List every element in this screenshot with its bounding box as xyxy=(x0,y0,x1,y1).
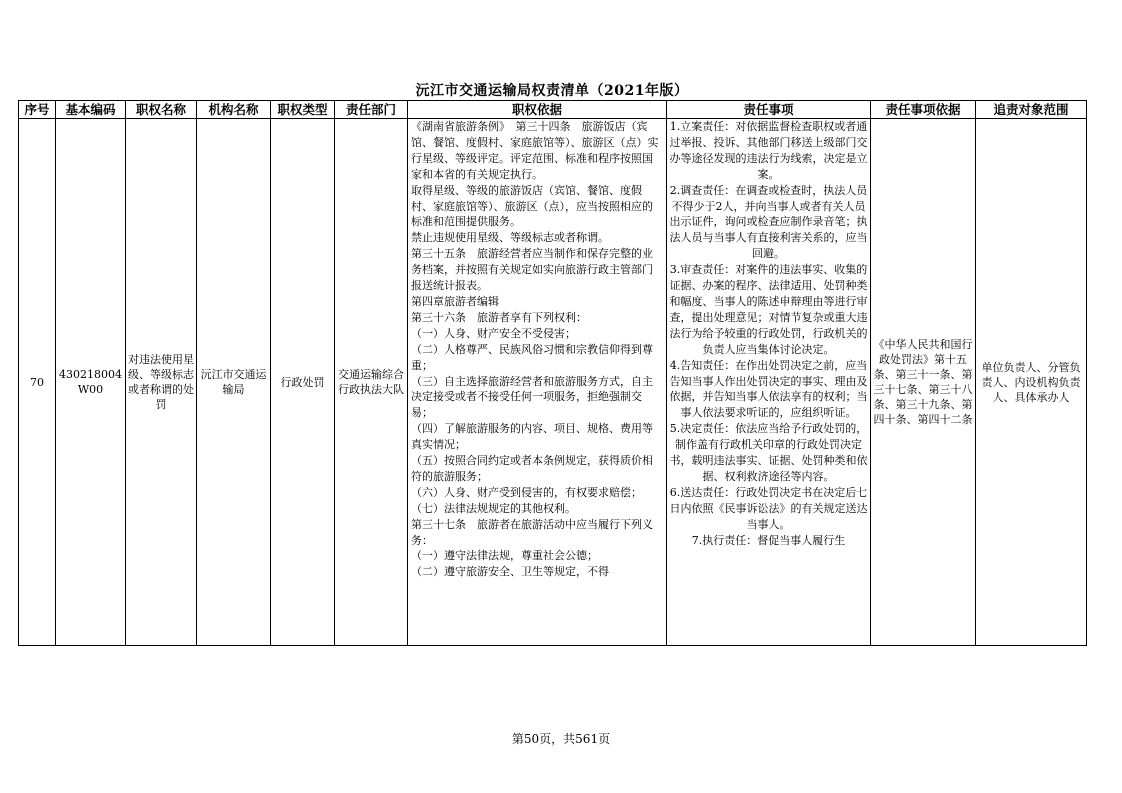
table-row xyxy=(19,119,1087,646)
basis-line: （一）人身、财产安全不受侵害； xyxy=(411,326,576,340)
table-header-row xyxy=(19,101,1087,119)
header-seq: 序号 xyxy=(19,101,56,119)
basis-line: 第四章旅游者编辑 xyxy=(411,294,499,308)
page-title: 沅江市交通运输局权责清单（2021年版） xyxy=(415,83,689,99)
cell-code xyxy=(56,119,126,646)
cell-power-type xyxy=(271,119,335,646)
basis-line: 《湖南省旅游条例》 第三十四条 旅游饭店（宾馆、餐馆、度假村、家庭旅馆等）、旅游区（点）实行星级、等级评定。评定范围、标准和程序按照国家和本省的有关规定执行。 xyxy=(411,120,659,181)
basis-line: 第三十六条 旅游者享有下列权利： xyxy=(411,310,587,324)
basis-line: （六）人身、财产受到侵害的，有权要求赔偿； xyxy=(411,485,642,499)
power-type-value: 行政处罚 xyxy=(280,375,325,389)
basis-line: （四）了解旅游服务的内容、项目、规格、费用等真实情况； xyxy=(411,422,653,452)
header-power-name: 职权名称 xyxy=(126,101,197,119)
basis-line: （一）遵守法律法规，尊重社会公德； xyxy=(411,549,598,563)
header-power-type: 职权类型 xyxy=(271,101,335,119)
header-basis: 职权依据 xyxy=(408,101,667,119)
duty-line: 5.决定责任：依法应当给予行政处罚的，制作盖有行政机关印章的行政处罚决定书，载明违法事实、证据、处罚种类和依据、权利救济途径等内容。 xyxy=(669,422,868,483)
header-duty-basis: 责任事项依据 xyxy=(871,101,976,119)
header-accountability: 追责对象范围 xyxy=(976,101,1087,119)
header-duty: 责任事项 xyxy=(667,101,871,119)
duty-list-table xyxy=(18,100,1087,646)
cell-seq xyxy=(19,119,56,646)
basis-text xyxy=(408,119,666,645)
cell-power-name xyxy=(126,119,197,646)
basis-line: 第三十五条 旅游经营者应当制作和保存完整的业务档案，并按照有关规定如实向旅游行政主管部门报送统计报表。 xyxy=(411,247,653,293)
cell-department xyxy=(335,119,408,646)
duty-line: 7.执行责任：督促当事人履行生 xyxy=(691,533,846,547)
basis-line: （七）法律法规规定的其他权利。 xyxy=(411,501,576,515)
basis-line: （五）按照合同约定或者本条例规定，获得质价相符的旅游服务； xyxy=(411,454,653,483)
basis-line: 禁止违规使用星级、等级标志或者称谓。 xyxy=(411,231,609,245)
cell-duty-basis xyxy=(871,119,976,646)
duty-basis-value: 《中华人民共和国行政处罚法》第十五条、第三十一条、第三十七条、第三十八条、第三十九条、第四十条、第四十二条 xyxy=(873,338,973,426)
basis-line: 取得星级、等级的旅游饭店（宾馆、餐馆、度假村、家庭旅馆等）、旅游区（点），应当按照相应的标准和范围提供服务。 xyxy=(411,183,653,229)
cell-accountability xyxy=(976,119,1087,646)
org-name-value: 沅江市交通运输局 xyxy=(200,368,267,396)
basis-line: （二）遵守旅游安全、卫生等规定，不得 xyxy=(411,565,609,579)
duty-line: 1.立案责任：对依据监督检查职权或者通过举报、投诉、其他部门移送上级部门交办等途径发现的违法行为线索，决定是立案。 xyxy=(669,120,868,181)
seq-value: 70 xyxy=(30,375,44,389)
page-number: 第50页，共561页 xyxy=(511,732,611,746)
basis-line: （二）人格尊严、民族风俗习惯和宗教信仰得到尊重； xyxy=(411,342,653,372)
power-name-value: 对违法使用星级、等级标志或者称谓的处罚 xyxy=(128,353,194,411)
accountability-value: 单位负责人、分管负责人、内设机构负责人、具体承办人 xyxy=(981,360,1081,404)
header-department: 责任部门 xyxy=(335,101,408,119)
basis-line: （三）自主选择旅游经营者和旅游服务方式，自主决定接受或者不接受任何一项服务，拒绝强制交易； xyxy=(411,374,653,420)
cell-basis xyxy=(408,119,667,646)
duty-text xyxy=(667,119,870,645)
duty-line: 4.告知责任：在作出处罚决定之前，应当告知当事人作出处罚决定的事实、理由及依据，并告知当事人依法享有的权利；当事人依法要求听证的，应组织听证。 xyxy=(669,358,868,420)
header-code: 基本编码 xyxy=(56,101,126,119)
header-org-name: 机构名称 xyxy=(197,101,271,119)
department-value: 交通运输综合行政执法大队 xyxy=(338,368,404,396)
duty-line: 6.送达责任：行政处罚决定书在决定后七日内依照《民事诉讼法》的有关规定送达当事人。 xyxy=(669,485,868,531)
basis-line: 第三十七条 旅游者在旅游活动中应当履行下列义务： xyxy=(411,517,653,547)
code-value: 430218004W00 xyxy=(59,368,122,396)
cell-org-name xyxy=(197,119,271,646)
cell-duty xyxy=(667,119,871,646)
duty-line: 3.审查责任：对案件的违法事实、收集的证据、办案的程序、法律适用、处罚种类和幅度、当事人的陈述申辩理由等进行审查，提出处理意见；对情节复杂或重大违法行为给予较重的行政处罚，行政机关的负责人应当集体讨论决定。 xyxy=(669,263,868,356)
duty-line: 2.调查责任：在调查或检查时，执法人员不得少于2人，并向当事人或者有关人员出示证件，询问或检查应制作录音笔；执法人员与当事人有直接利害关系的，应当回避。 xyxy=(669,183,868,261)
